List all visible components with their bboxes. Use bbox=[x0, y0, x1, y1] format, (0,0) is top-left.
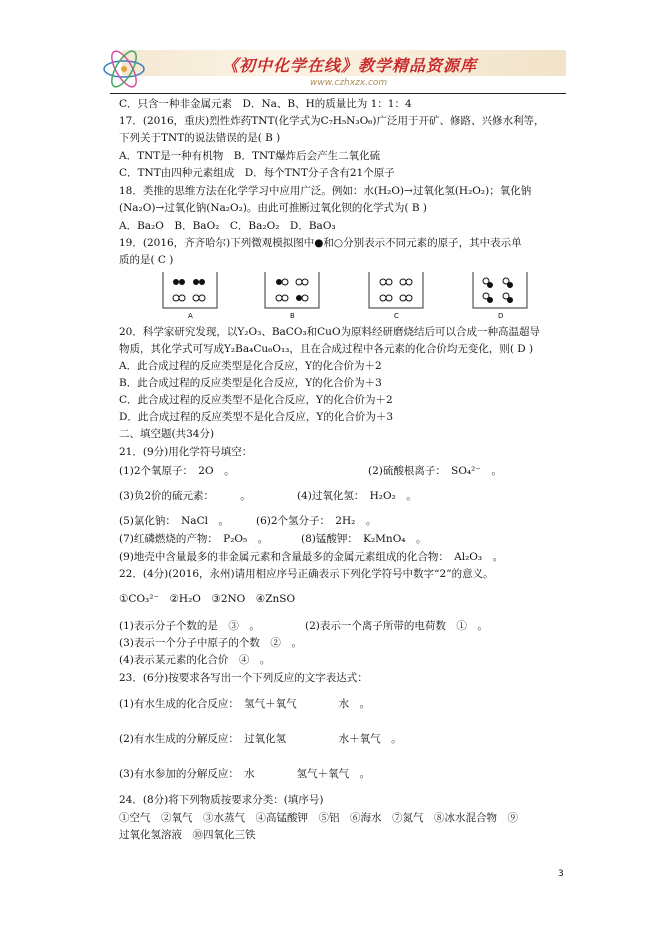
banner-url: www.czhxzx.com bbox=[310, 78, 388, 88]
q24-items-line1: ①空气 ②氧气 ③水蒸气 ④高锰酸钾 ⑤铝 ⑥海水 ⑦氮气 ⑧冰水混合物 ⑨ bbox=[119, 812, 518, 824]
q20-option-a: A．此合成过程的反应类型是化合反应，Y的化合价为＋2 bbox=[119, 360, 382, 372]
q20-stem-line2: 物质，其化学式可写成Y₂Ba₄Cu₆O₁₃，且在合成过程中各元素的化合价均无变化，则( D ) bbox=[119, 343, 534, 355]
q24-stem: 24．(8分)将下列物质按要求分类：(填序号) bbox=[119, 794, 324, 806]
q20-stem-line1: 20．科学家研究发现，以Y₂O₃、BaCO₃和CuO为原料经研磨烧结后可以合成一种高温超导 bbox=[119, 326, 541, 338]
section-two-heading: 二、填空题(共34分) bbox=[119, 428, 215, 440]
q21-item7: (7)红磷燃烧的产物： P₂O₅ 。 bbox=[119, 533, 269, 545]
q21-item5: (5)氯化钠： NaCl 。 bbox=[119, 515, 229, 527]
q20-option-d: D．此合成过程的反应类型不是化合反应，Y的化合价为＋3 bbox=[119, 411, 394, 423]
q21-item3: (3)负2价的硫元素： 。 bbox=[119, 490, 251, 502]
q22-item1: (1)表示分子个数的是 ③ 。 bbox=[119, 620, 260, 632]
q23-item1: (1)有水生成的化合反应： 氢气＋氧气 水 。 bbox=[119, 698, 371, 710]
q17-stem-line1: 17．(2016，重庆)烈性炸药TNT(化学式为C₇H₅N₃O₆)广泛用于开矿、修路、兴修水利等， bbox=[119, 115, 545, 127]
q22-symbols: ①CO₃²⁻ ②H₂O ③2NO ④ZnSO bbox=[119, 593, 296, 605]
q24-items-line2: 过氧化氢溶液 ⑩四氧化三铁 bbox=[119, 829, 256, 841]
q19-label-b: B bbox=[290, 312, 295, 320]
q19-diagram-c bbox=[367, 270, 425, 310]
q19-diagram-d bbox=[471, 270, 529, 310]
q23-stem: 23．(6分)按要求各写出一个下列反应的文字表达式： bbox=[119, 672, 368, 684]
q22-item4: (4)表示某元素的化合价 ④ 。 bbox=[119, 654, 271, 666]
q22-stem: 22．(4分)(2016，永州)请用相应序号正确表示下列化学符号中数字“2”的意义。 bbox=[119, 568, 494, 580]
q22-item2: (2)表示一个离子所带的电荷数 ① 。 bbox=[305, 620, 488, 632]
q20-option-b: B．此合成过程的反应类型是化合反应，Y的化合价为＋3 bbox=[119, 377, 382, 389]
q18-options: A．Ba₂O B．BaO₂ C．Ba₂O₂ D．BaO₃ bbox=[119, 220, 336, 232]
header-divider bbox=[110, 93, 566, 94]
q17-stem-line2: 下列关于TNT的说法错误的是( B ) bbox=[119, 132, 281, 144]
q19-stem-line1: 19．(2016，齐齐哈尔)下列微观模拟图中●和○分别表示不同元素的原子，其中表示单 bbox=[119, 237, 522, 249]
q23-item2: (2)有水生成的分解反应： 过氧化氢 水＋氧气 。 bbox=[119, 733, 402, 745]
q23-item3: (3)有水参加的分解反应： 水 氢气＋氧气 。 bbox=[119, 768, 371, 780]
q21-item6: (6)2个氢分子： 2H₂ 。 bbox=[256, 515, 377, 527]
q22-item3: (3)表示一个分子中原子的个数 ② 。 bbox=[119, 637, 302, 649]
q16-option-cd: C．只含一种非金属元素 D．Na、B、H的质量比为 1：1：4 bbox=[119, 98, 412, 110]
q19-diagram-b bbox=[263, 270, 321, 310]
q21-item1: (1)2个氧原子： 2O 。 bbox=[119, 465, 235, 477]
q19-stem-line2: 质的是( C ) bbox=[119, 254, 174, 266]
q19-label-a: A bbox=[188, 312, 193, 320]
q17-option-cd: C．TNT由四种元素组成 D．每个TNT分子含有21个原子 bbox=[119, 167, 395, 179]
q21-item8: (8)锰酸钾： K₂MnO₄ 。 bbox=[301, 533, 427, 545]
atom-logo-icon bbox=[100, 46, 148, 92]
q21-item9: (9)地壳中含量最多的非金属元素和含量最多的金属元素组成的化合物： Al₂O₃ 。 bbox=[119, 551, 504, 563]
q21-stem: 21．(9分)用化学符号填空： bbox=[119, 446, 253, 458]
q19-label-c: C bbox=[394, 312, 399, 320]
q21-item2: (2)硫酸根离子： SO₄²⁻ 。 bbox=[368, 465, 502, 477]
q18-stem-line2: (Na₂O)→过氧化钠(Na₂O₂)。由此可推断过氧化钡的化学式为( B ) bbox=[119, 202, 428, 214]
q17-option-ab: A．TNT是一种有机物 B．TNT爆炸后会产生二氧化硫 bbox=[119, 150, 381, 162]
q19-diagram-a bbox=[161, 270, 219, 310]
q19-label-d: D bbox=[498, 312, 504, 320]
q20-option-c: C．此合成过程的反应类型不是化合反应，Y的化合价为＋2 bbox=[119, 394, 393, 406]
banner-title: 《初中化学在线》教学精品资源库 bbox=[222, 56, 478, 75]
page-number: 3 bbox=[558, 869, 564, 879]
q18-stem-line1: 18．类推的思维方法在化学学习中应用广泛。例如：水(H₂O)→过氧化氢(H₂O₂)；氧化钠 bbox=[119, 185, 532, 197]
header-banner bbox=[100, 44, 566, 92]
q21-item4: (4)过氧化氢： H₂O₂ 。 bbox=[297, 490, 417, 502]
